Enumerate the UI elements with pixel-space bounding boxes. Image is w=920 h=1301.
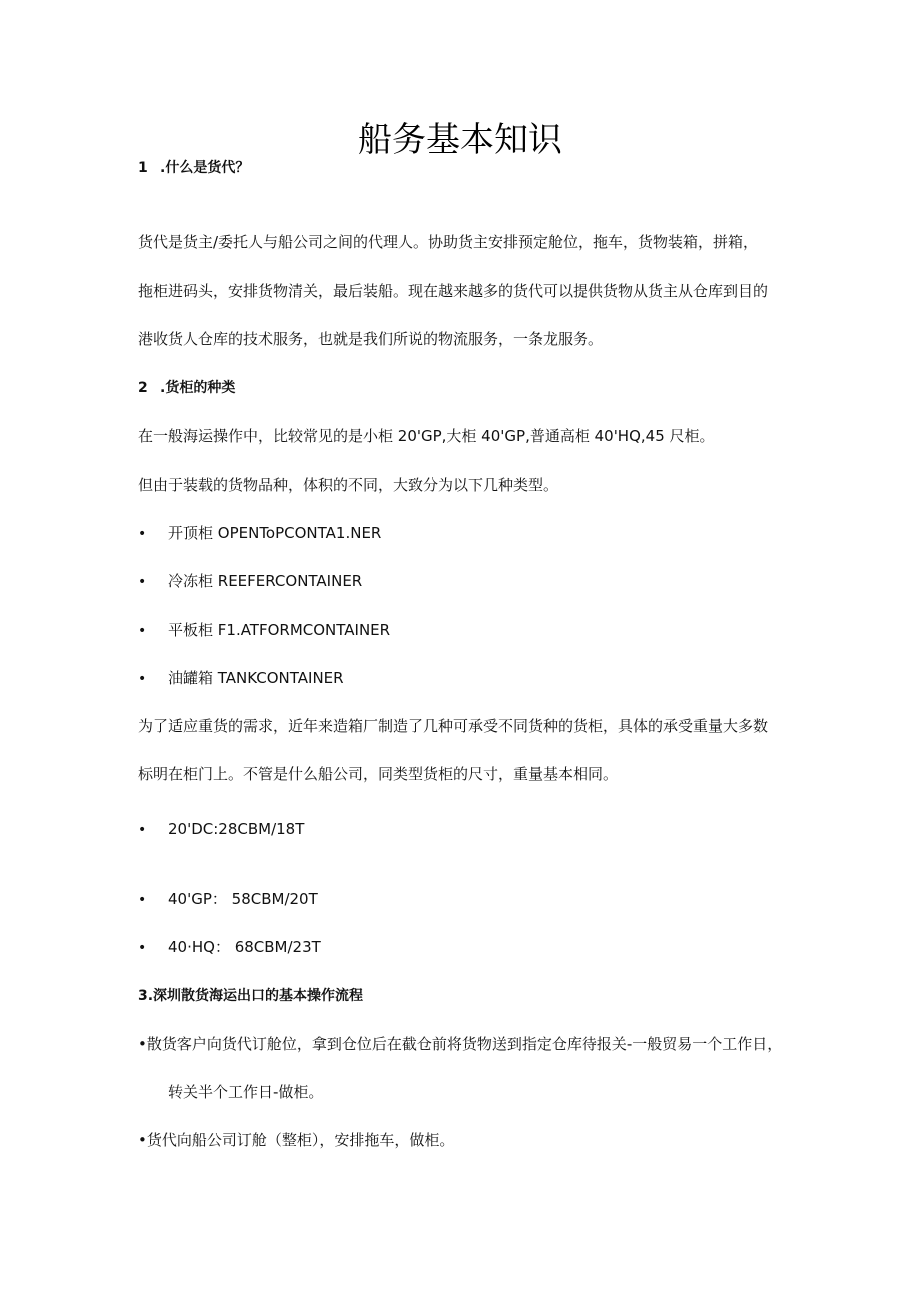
bullet-icon: • — [138, 574, 147, 590]
bullet-icon: • — [138, 526, 147, 542]
list-item-text: 冷冻柜 REEFERCONTAINER — [168, 572, 363, 590]
section-heading-1 — [138, 157, 249, 179]
section-number: 1 — [138, 160, 148, 176]
paragraph-line: 拖柜进码头，安排货物清关，最后装船。现在越来越多的货代可以提供货物从货主从仓库到目的 — [138, 282, 769, 300]
page-title: 船务基本知识 — [358, 120, 562, 160]
bullet-icon: • — [138, 822, 147, 838]
list-item — [138, 619, 390, 642]
list-item-text: 40·HQ： 68CBM/23T — [168, 938, 321, 956]
bullet-icon: • — [138, 671, 147, 687]
list-item — [138, 818, 304, 841]
list-item — [138, 522, 381, 545]
paragraph-line: •散货客户向货代订舱位，拿到仓位后在截仓前将货物送到指定仓库待报关-一般贸易一个工作日， — [138, 1035, 783, 1053]
list-item — [138, 570, 362, 593]
section-heading-text: .什么是货代？ — [160, 160, 250, 176]
paragraph-line: 在一般海运操作中，比较常见的是小柜 20'GP,大柜 40'GP,普通高柜 40'HQ,45 尺柜。 — [138, 427, 715, 445]
paragraph-line: 货代是货主/委托人与船公司之间的代理人。协助货主安排预定舱位，拖车，货物装箱，拼箱， — [138, 233, 759, 251]
paragraph-line: 港收货人仓库的技术服务，也就是我们所说的物流服务，一条龙服务。 — [138, 330, 604, 348]
list-item-text: 40'GP： 58CBM/20T — [168, 890, 318, 908]
list-item-text: 20'DC:28CBM/18T — [168, 820, 305, 838]
section-number: 2 — [138, 380, 148, 396]
list-item — [138, 936, 321, 959]
bullet-icon: • — [138, 940, 147, 956]
list-item — [138, 667, 344, 690]
bullet-icon: • — [138, 892, 147, 908]
section-heading-text: .货柜的种类 — [160, 380, 236, 396]
paragraph-line: 但由于装载的货物品种，体积的不同，大致分为以下几种类型。 — [138, 476, 559, 494]
paragraph-line: 为了适应重货的需求，近年来造箱厂制造了几种可承受不同货种的货柜，具体的承受重量大多数 — [138, 717, 769, 735]
section-heading-2 — [138, 377, 235, 399]
paragraph-line: 标明在柜门上。不管是什么船公司，同类型货柜的尺寸，重量基本相同。 — [138, 765, 619, 783]
list-item-text: 开顶柜 OPENToPCONTA1.NER — [168, 524, 382, 542]
bullet-icon: • — [138, 623, 147, 639]
list-item-text: 油罐箱 TANKCONTAINER — [168, 669, 344, 687]
list-item — [138, 888, 318, 911]
paragraph-line: •货代向船公司订舱（整柜），安排拖车，做柜。 — [138, 1131, 455, 1149]
paragraph-line: 转关半个工作日-做柜。 — [168, 1083, 324, 1101]
section-heading-3: 3.深圳散货海运出口的基本操作流程 — [138, 988, 364, 1004]
list-item-text: 平板柜 F1.ATFORMCONTAINER — [168, 621, 391, 639]
